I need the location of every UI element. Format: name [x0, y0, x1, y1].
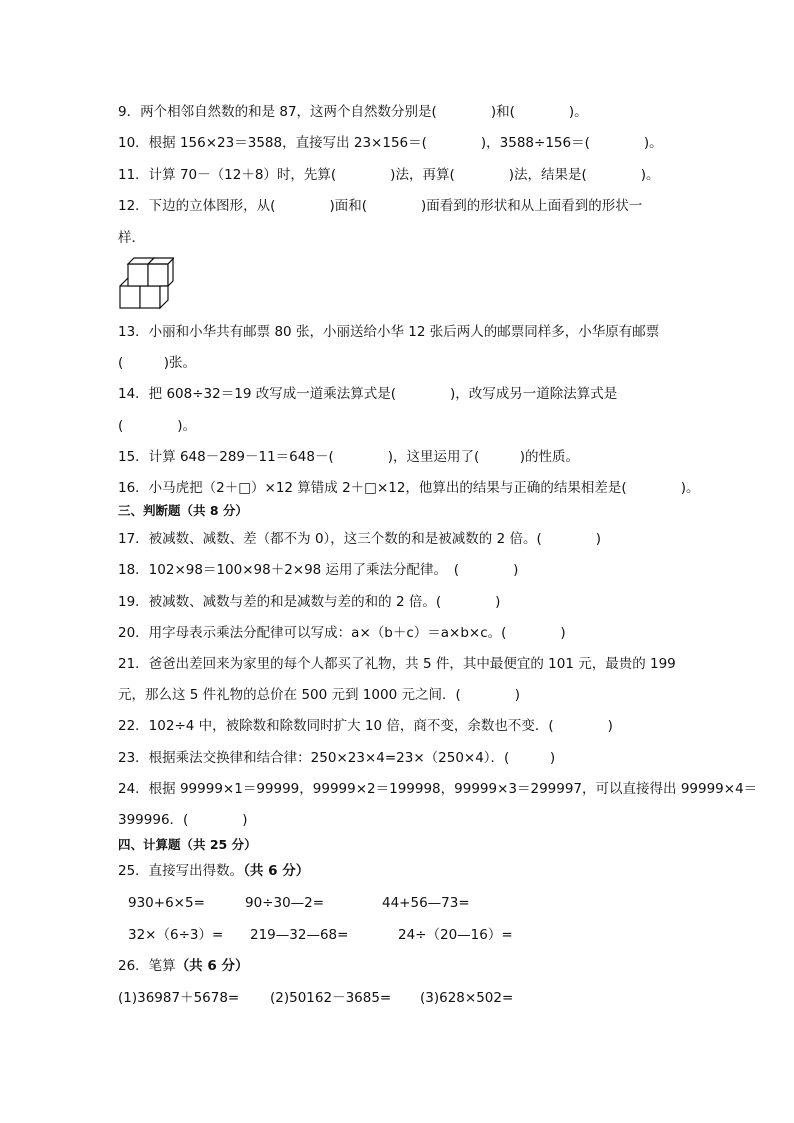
stacked-cubes-figure [118, 256, 174, 312]
question-18: 18．102×98＝100×98＋2×98 运用了乘法分配律。 ( ) [118, 562, 519, 578]
section-4-heading: 四、计算题（共 25 分） [118, 837, 257, 852]
section-3-heading: 三、判断题（共 8 分） [118, 503, 248, 518]
question-25-points: （共 6 分） [243, 863, 310, 879]
oral-item: 44+56—73= [382, 895, 470, 911]
question-14-line-2: ( )。 [118, 418, 197, 434]
question-24-line-1: 24．根据 99999×1＝99999，99999×2＝199998，99999×3＝299997，可以直接得出 99999×4＝ [118, 781, 758, 797]
written-item: (3)628×502= [420, 990, 514, 1006]
question-12-line-2: 样． [118, 230, 145, 246]
oral-item: 219—32—68= [250, 927, 349, 943]
question-16: 16．小马虎把（2＋□）×12 算错成 2＋□×12，他算出的结果与正确的结果相差是( )。 [118, 480, 700, 496]
question-11: 11．计算 70－（12＋8）时，先算( )法，再算( )法，结果是( )。 [118, 167, 660, 183]
written-item: (2)50162－3685= [270, 990, 392, 1006]
question-17: 17．被减数、减数、差（都不为 0），这三个数的和是被减数的 2 倍。( ) [118, 531, 602, 547]
oral-item: 930+6×5= [128, 895, 205, 911]
question-25-text: 25．直接写出得数。 [118, 863, 244, 879]
question-13-line-1: 13．小丽和小华共有邮票 80 张，小丽送给小华 12 张后两人的邮票同样多，小华原有邮票 [118, 324, 660, 340]
question-14-line-1: 14．把 608÷32＝19 改写成一道乘法算式是( )，改写成另一道除法算式是 [118, 386, 618, 402]
question-21-line-1: 21．爸爸出差回来为家里的每个人都买了礼物，共 5 件，其中最便宜的 101 元，最贵的 199 [118, 656, 676, 672]
oral-item: 90÷30—2= [245, 895, 325, 911]
question-20: 20．用字母表示乘法分配律可以写成：a×（b＋c）＝a×b×c。( ) [118, 625, 566, 641]
question-23: 23．根据乘法交换律和结合律：250×23×4=23×（250×4）．( ) [118, 750, 556, 766]
oral-item: 24÷（20—16）= [398, 927, 513, 943]
question-12-line-1: 12．下边的立体图形，从( )面和( )面看到的形状和从上面看到的形状一 [118, 198, 643, 214]
question-24-line-2: 399996．( ) [118, 812, 248, 828]
question-10: 10．根据 156×23＝3588，直接写出 23×156＝( )，3588÷156＝( )。 [118, 135, 663, 151]
question-26-points: （共 6 分） [175, 958, 249, 974]
oral-item: 32×（6÷3）= [128, 927, 224, 943]
written-item: (1)36987＋5678= [118, 990, 240, 1006]
question-15: 15．计算 648－289－11＝648－( )，这里运用了( )的性质。 [118, 449, 580, 465]
question-13-line-2: ( )张。 [118, 355, 197, 371]
question-26-text: 26．笔算 [118, 958, 176, 974]
question-9: 9．两个相邻自然数的和是 87，这两个自然数分别是( )和( )。 [118, 104, 588, 120]
question-19: 19．被减数、减数与差的和是减数与差的和的 2 倍。( ) [118, 594, 501, 610]
question-25 [118, 862, 309, 880]
question-21-line-2: 元，那么这 5 件礼物的总价在 500 元到 1000 元之间．( ) [118, 687, 520, 703]
question-26 [118, 957, 248, 975]
question-22: 22．102÷4 中，被除数和除数同时扩大 10 倍，商不变，余数也不变．( ) [118, 718, 613, 734]
